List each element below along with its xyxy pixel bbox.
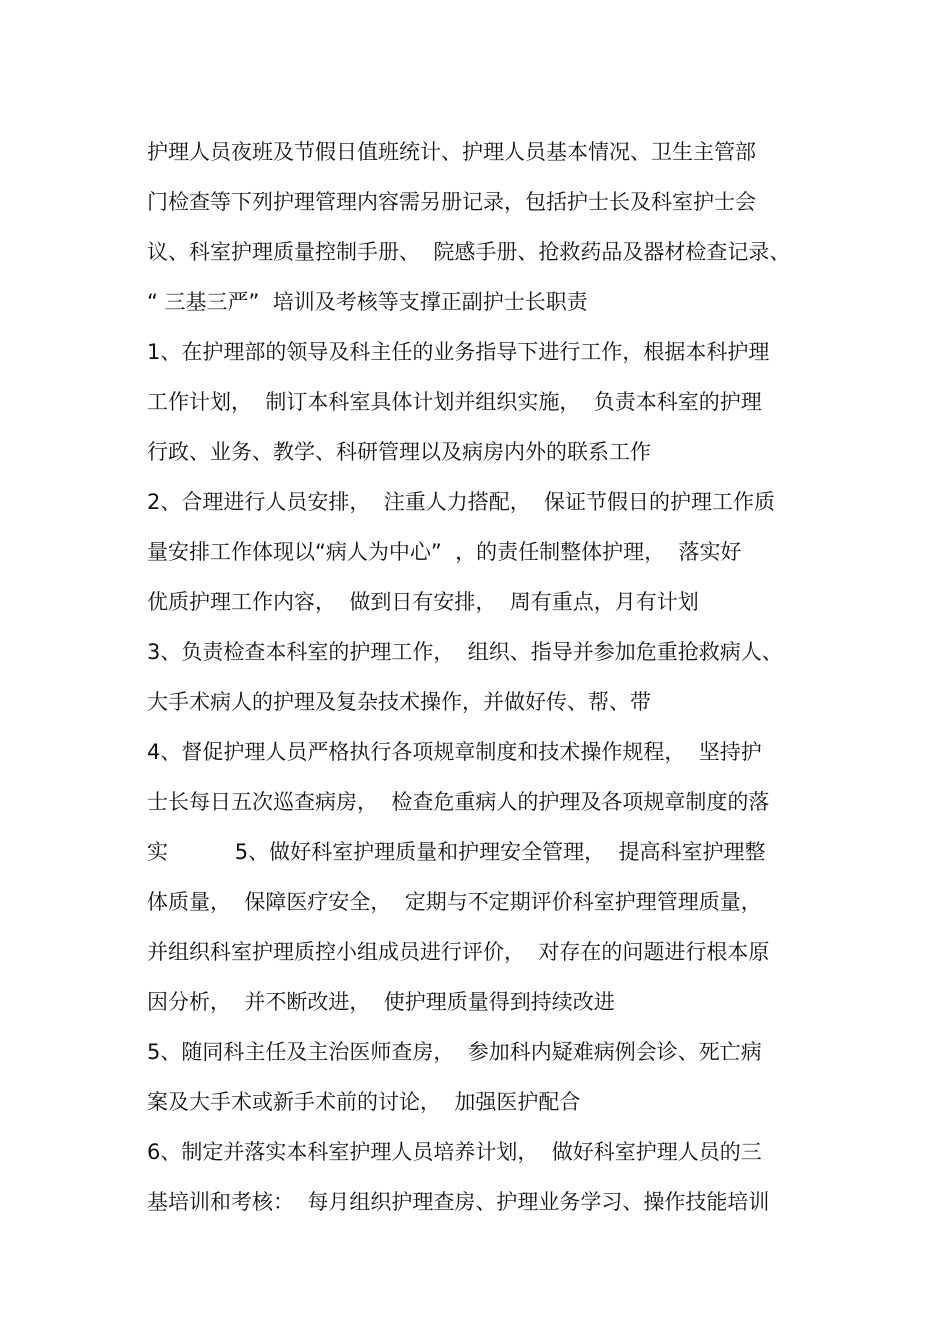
text-line: 行政、业务、教学、科研管理以及病房内外的联系工作 [147, 440, 651, 464]
text-line: 量安排工作体现以“病人为中心” ，的责任制整体护理， 落实好 [147, 540, 742, 564]
text-line: 优质护理工作内容， 做到日有安排， 周有重点，月有计划 [147, 590, 699, 614]
text-line: 1、在护理部的领导及科主任的业务指导下进行工作，根据本科护理 [147, 340, 770, 364]
text-line: 3、负责检查本科室的护理工作， 组织、指导并参加危重抢救病人、 [147, 640, 783, 664]
text-line: 护理人员夜班及节假日值班统计、护理人员基本情况、卫生主管部 [147, 140, 756, 164]
text-line: 门检查等下列护理管理内容需另册记录，包括护士长及科室护士会 [147, 190, 756, 214]
text-line: “ 三基三严” 培训及考核等支撑正副护士长职责 [147, 290, 588, 314]
text-line: 2、合理进行人员安排， 注重人力搭配， 保证节假日的护理工作质 [147, 490, 776, 514]
text-line: 士长每日五次巡查病房， 检查危重病人的护理及各项规章制度的落 [147, 790, 770, 814]
text-line: 5、随同科主任及主治医师查房， 参加科内疑难病例会诊、死亡病 [147, 1040, 762, 1064]
text-line: 案及大手术或新手术前的讨论， 加强医护配合 [147, 1090, 581, 1114]
text-line: 大手术病人的护理及复杂技术操作，并做好传、帮、带 [147, 690, 651, 714]
text-line: 工作计划， 制订本科室具体计划并组织实施， 负责本科室的护理 [147, 390, 762, 414]
text-line: 实 5、做好科室护理质量和护理安全管理， 提高科室护理整 [147, 840, 766, 864]
text-line: 6、制定并落实本科室护理人员培养计划， 做好科室护理人员的三 [147, 1140, 762, 1164]
text-line: 体质量， 保障医疗安全， 定期与不定期评价科室护理管理质量， [147, 890, 762, 914]
document-body [147, 135, 847, 1235]
text-line: 并组织科室护理质控小组成员进行评价， 对存在的问题进行根本原 [147, 940, 770, 964]
text-line: 基培训和考核： 每月组织护理查房、护理业务学习、操作技能培训 [147, 1190, 770, 1214]
text-line: 议、科室护理质量控制手册、 院感手册、抢救药品及器材检查记录、 [147, 240, 791, 264]
text-line: 因分析， 并不断改进， 使护理质量得到持续改进 [147, 990, 615, 1014]
text-line: 4、督促护理人员严格执行各项规章制度和技术操作规程， 坚持护 [147, 740, 762, 764]
